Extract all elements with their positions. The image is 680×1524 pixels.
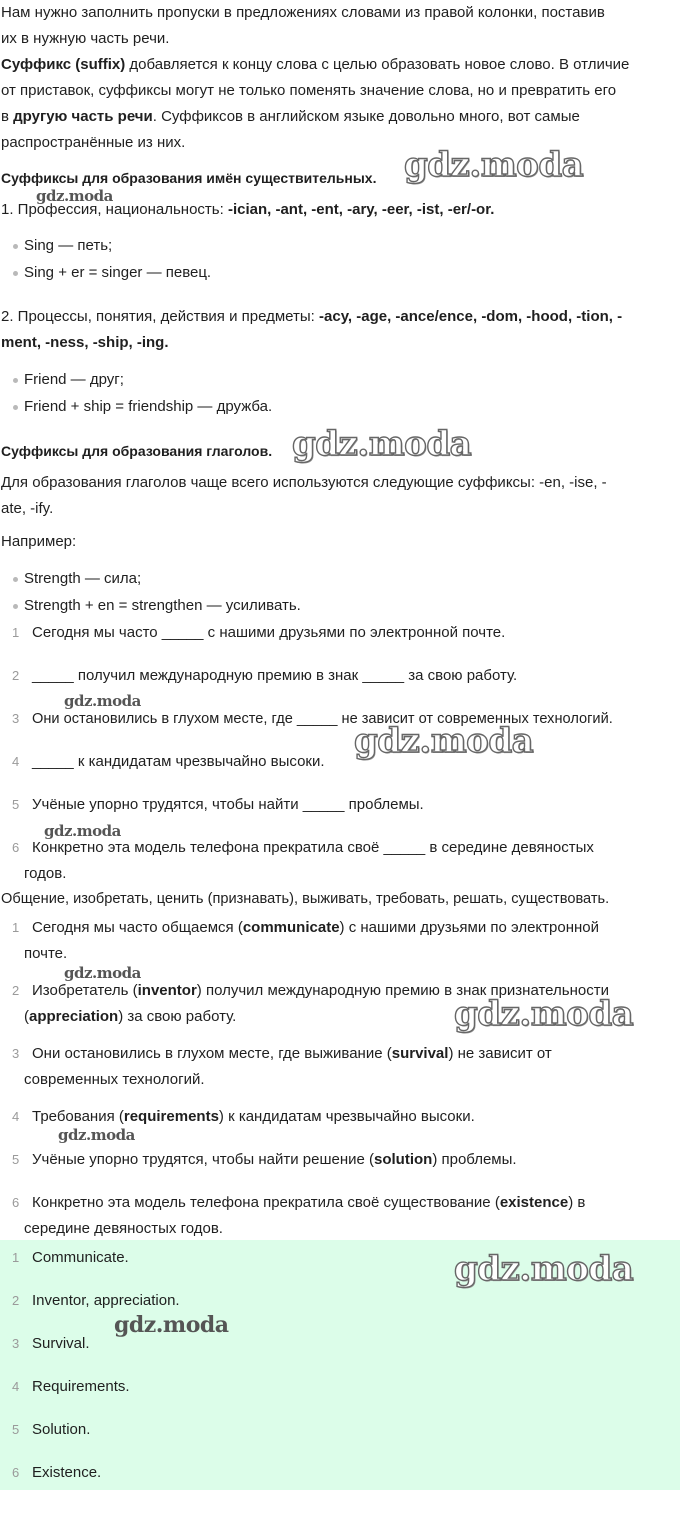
suffix-text-3: . Суффиксов в английском языке довольно много, вот самые: [152, 108, 580, 125]
filled-text-a: Учёные упорно трудятся, чтобы найти решение (: [32, 1151, 374, 1168]
task-number: 1: [12, 625, 20, 640]
filled-number: 5: [12, 1152, 20, 1167]
filled-text-d: современных технологий.: [24, 1071, 205, 1088]
filled-text-c: ) проблемы.: [432, 1151, 517, 1168]
watermark: gdz.moda: [64, 692, 141, 710]
task-text-cont: годов.: [24, 865, 67, 882]
filled-text-d: середине девяностых годов.: [24, 1220, 223, 1237]
filled-text: [0, 1041, 676, 1067]
nouns-item-2-text: 2. Процессы, понятия, действия и предметы:: [1, 308, 320, 325]
task-number: 2: [12, 668, 20, 683]
verbs-line-1: Для образования глаголов чаще всего используются следующие суффиксы: -en, -ise, -: [1, 474, 607, 491]
for-example: Например:: [1, 533, 77, 550]
filled-text: [0, 1190, 676, 1216]
filled-number: 1: [12, 920, 20, 935]
watermark: gdz.moda: [114, 1312, 229, 1338]
answer-item: [0, 1417, 676, 1443]
nouns-item-2-suffixes-1: -acy, -age, -ance/ence, -dom, -hood, -tion, -: [319, 308, 623, 325]
answer-number: 6: [12, 1465, 20, 1480]
watermark: gdz.moda: [58, 1126, 135, 1144]
nouns-heading: Суффиксы для образования имён существительных.: [1, 170, 377, 186]
answer-number: 5: [12, 1422, 20, 1437]
nouns-item-2-suffixes-2: ment, -ness, -ship, -ing.: [1, 334, 169, 351]
list-item: Sing — петь;: [0, 233, 112, 259]
filled-number: 6: [12, 1195, 20, 1210]
watermark: gdz.moda: [292, 424, 472, 464]
filled-text-c: ) не зависит от: [448, 1045, 552, 1062]
filled-text: [0, 1147, 676, 1173]
task-text: _____ получил международную премию в знак _____ за свою работу.: [32, 667, 518, 684]
filled-text-a: Конкретно эта модель телефона прекратила своё существование (: [32, 1194, 500, 1211]
task-item: [0, 663, 676, 689]
suffix-term: Суффикс (suffix): [1, 56, 126, 73]
task-item: [0, 792, 676, 818]
filled-text-c: ) в: [568, 1194, 586, 1211]
task-number: 5: [12, 797, 20, 812]
answer-item: [0, 1460, 676, 1486]
filled-text-c: ) получил международную премию в знак признательности: [196, 982, 609, 999]
filled-word: inventor: [137, 982, 197, 999]
verbs-description: [0, 470, 676, 522]
watermark: gdz.moda: [404, 145, 584, 185]
task-text: Они остановились в глухом месте, где _____ не зависит от современных технологий.: [32, 711, 613, 727]
watermark: gdz.moda: [64, 964, 141, 982]
nouns-item-1-suffixes: -ician, -ant, -ent, -ary, -eer, -ist, -er/-or.: [227, 201, 495, 218]
watermark: gdz.moda: [44, 822, 121, 840]
answer-text: Requirements.: [32, 1378, 130, 1395]
filled-item: [0, 1147, 676, 1173]
filled-text-c: ) с нашими друзьями по электронной: [339, 919, 599, 936]
answer-number: 4: [12, 1379, 20, 1394]
filled-number: 2: [12, 983, 20, 998]
filled-item: [0, 1190, 676, 1242]
task-item: [0, 749, 676, 775]
answer-text: Solution.: [32, 1421, 91, 1438]
list-item: Strength — сила;: [0, 566, 141, 592]
filled-word-2: appreciation: [29, 1008, 119, 1025]
nouns-item-2: [0, 304, 676, 356]
filled-word: survival: [391, 1045, 449, 1062]
filled-text: [0, 915, 676, 941]
task-text: Сегодня мы часто _____ с нашими друзьями по электронной почте.: [32, 624, 506, 641]
filled-word: solution: [374, 1151, 433, 1168]
filled-text-a: Они остановились в глухом месте, где выживание (: [32, 1045, 392, 1062]
answer-text: Survival.: [32, 1335, 90, 1352]
watermark: gdz.moda: [36, 187, 113, 205]
answer-item: [0, 1374, 676, 1400]
suffix-line-3: [0, 104, 676, 130]
nouns-item-2-line-2: [0, 330, 676, 356]
task-text: Конкретно эта модель телефона прекратила своё _____ в середине девяностых: [32, 839, 594, 856]
list-item: Strength + en = strengthen — усиливать.: [0, 593, 301, 619]
filled-number: 4: [12, 1109, 20, 1124]
suffix-text-1: добавляется к концу слова с целью образовать новое слово. В отличие: [125, 56, 630, 73]
filled-text-c: ) к кандидатам чрезвычайно высоки.: [218, 1108, 475, 1125]
task-text: Учёные упорно трудятся, чтобы найти _____ проблемы.: [32, 796, 424, 813]
filled-word: existence: [499, 1194, 569, 1211]
answer-text: Inventor, appreciation.: [32, 1292, 180, 1309]
task-item: [0, 620, 676, 646]
nouns-item-2-line-1: [0, 304, 676, 330]
answer-text: Existence.: [32, 1464, 102, 1481]
verbs-line-2: ate, -ify.: [1, 500, 54, 517]
task-number: 4: [12, 754, 20, 769]
answer-number: 1: [12, 1250, 20, 1265]
intro-line-1: Нам нужно заполнить пропуски в предложениях словами из правой колонки, поставив: [1, 4, 605, 21]
nouns-item-1-text: 1. Профессия, национальность:: [1, 201, 228, 218]
task-text: _____ к кандидатам чрезвычайно высоки.: [32, 753, 325, 770]
intro: [0, 0, 676, 156]
filled-text-a: Требования (: [32, 1108, 124, 1125]
list-item: Friend + ship = friendship — дружба.: [0, 394, 272, 420]
filled-text-d: почте.: [24, 945, 68, 962]
filled-text-d3: ) за свою работу.: [118, 1008, 237, 1025]
task-number: 3: [12, 711, 20, 726]
intro-line-2: их в нужную часть речи.: [1, 30, 170, 47]
suffix-v: в: [1, 108, 14, 125]
list-item: Friend — друг;: [0, 367, 124, 393]
suffix-line-4: распространённые из них.: [1, 134, 186, 151]
suffix-part-of-speech: другую часть речи: [13, 108, 153, 125]
watermark: gdz.moda: [454, 994, 634, 1034]
filled-word: requirements: [123, 1108, 219, 1125]
task-number: 6: [12, 840, 20, 855]
filled-text-a: Изобретатель (: [32, 982, 138, 999]
answer-item: [0, 1331, 676, 1357]
answer-item: [0, 1288, 676, 1314]
filled-number: 3: [12, 1046, 20, 1061]
list-item: Sing + er = singer — певец.: [0, 260, 211, 286]
suffix-line-2: от приставок, суффиксы могут не только поменять значение слова, но и превратить его: [1, 82, 617, 99]
filled-text-a: Сегодня мы часто общаемся (: [32, 919, 243, 936]
word-list: Общение, изобретать, ценить (признавать), выживать, требовать, решать, существовать.: [1, 891, 610, 907]
answer-number: 2: [12, 1293, 20, 1308]
filled-text-d1: (: [24, 1008, 29, 1025]
watermark: gdz.moda: [354, 721, 534, 761]
suffix-definition: [0, 52, 676, 78]
filled-item: [0, 1041, 676, 1093]
answer-text: Communicate.: [32, 1249, 129, 1266]
watermark: gdz.moda: [454, 1249, 634, 1289]
verbs-heading: Суффиксы для образования глаголов.: [1, 443, 273, 459]
filled-word: communicate: [242, 919, 340, 936]
answer-number: 3: [12, 1336, 20, 1351]
